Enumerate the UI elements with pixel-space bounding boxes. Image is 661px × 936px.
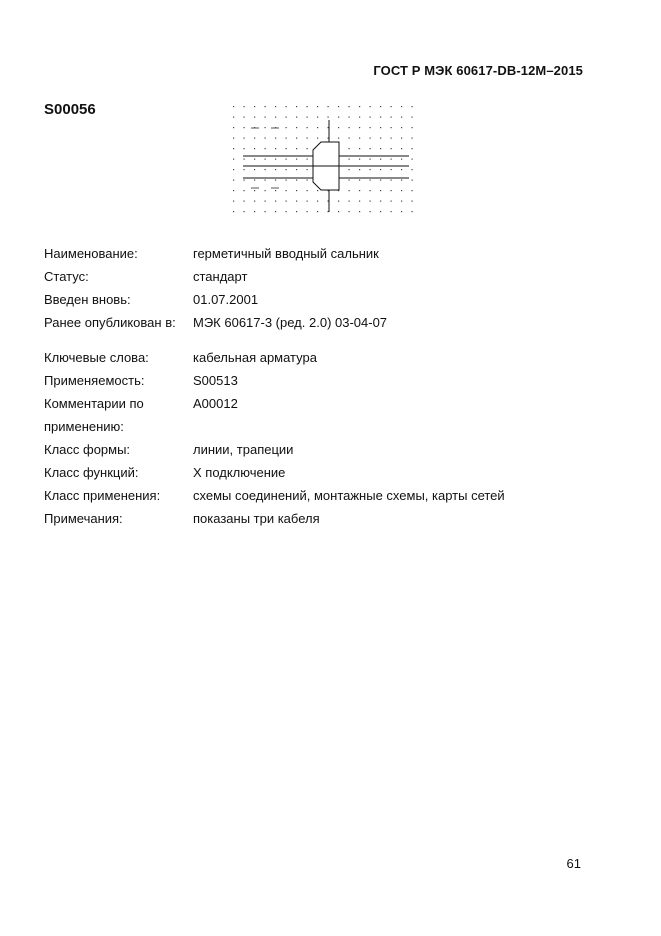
attribute-value: МЭК 60617-3 (ред. 2.0) 03-04-07 bbox=[193, 315, 388, 330]
attribute-label: Примечания: bbox=[44, 511, 123, 526]
attribute-row bbox=[44, 245, 624, 268]
attribute-value: S00513 bbox=[193, 373, 238, 388]
group-gap bbox=[44, 337, 624, 349]
attribute-label: Комментарии по bbox=[44, 396, 144, 411]
symbol-id: S00056 bbox=[44, 101, 96, 118]
attribute-value: кабельная арматура bbox=[193, 350, 317, 365]
attribute-row bbox=[44, 349, 624, 372]
attribute-group-2 bbox=[44, 349, 624, 533]
attribute-value: стандарт bbox=[193, 269, 248, 284]
attribute-value: герметичный вводный сальник bbox=[193, 246, 379, 261]
attribute-value: линии, трапеции bbox=[193, 442, 294, 457]
attribute-row bbox=[44, 510, 624, 533]
attribute-label: Статус: bbox=[44, 269, 89, 284]
attribute-label: Применяемость: bbox=[44, 373, 145, 388]
attribute-group-1 bbox=[44, 245, 624, 337]
attribute-label: Ранее опубликован в: bbox=[44, 315, 176, 330]
attribute-row bbox=[44, 314, 624, 337]
dash-ticks bbox=[251, 128, 279, 188]
attribute-row bbox=[44, 464, 624, 487]
attribute-label: Ключевые слова: bbox=[44, 350, 149, 365]
attribute-row bbox=[44, 291, 624, 314]
symbol-drawing bbox=[225, 100, 425, 225]
attribute-value: схемы соединений, монтажные схемы, карты сетей bbox=[193, 488, 505, 503]
attribute-label: Класс формы: bbox=[44, 442, 131, 457]
attribute-value: 01.07.2001 bbox=[193, 292, 259, 307]
attribute-row bbox=[44, 441, 624, 464]
attribute-row bbox=[44, 418, 624, 441]
attribute-label: Класс функций: bbox=[44, 465, 139, 480]
attribute-row bbox=[44, 487, 624, 510]
attribute-value: A00012 bbox=[193, 396, 238, 411]
attribute-row bbox=[44, 372, 624, 395]
standard-header: ГОСТ Р МЭК 60617-DB-12M–2015 bbox=[373, 63, 583, 78]
attribute-row bbox=[44, 395, 624, 418]
attribute-list bbox=[44, 245, 624, 533]
attribute-label: Наименование: bbox=[44, 246, 138, 261]
attribute-value: X подключение bbox=[193, 465, 286, 480]
attribute-label: применению: bbox=[44, 419, 124, 434]
attribute-value: показаны три кабеля bbox=[193, 511, 320, 526]
attribute-label: Введен вновь: bbox=[44, 292, 131, 307]
attribute-label: Класс применения: bbox=[44, 488, 161, 503]
attribute-row bbox=[44, 268, 624, 291]
page-number: 61 bbox=[566, 856, 581, 871]
